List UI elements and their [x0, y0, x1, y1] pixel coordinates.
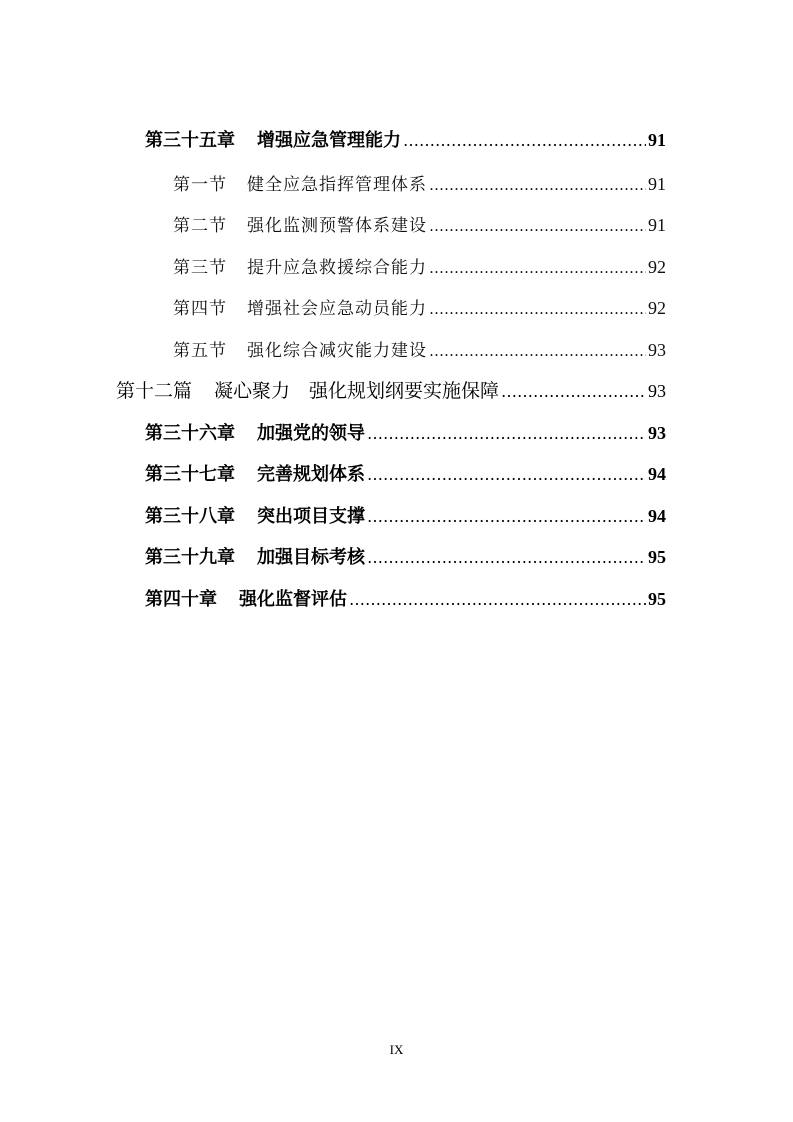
toc-entry-title: 加强目标考核 [257, 547, 365, 568]
toc-entry-page: 92 [648, 257, 666, 277]
toc-entry-number: 第五节 [173, 341, 227, 361]
dot-leader [367, 507, 646, 526]
toc-entry-page: 94 [648, 506, 666, 526]
dot-leader [429, 176, 646, 194]
toc-entry-number: 第三十八章 [145, 506, 235, 527]
toc-entry-chapter-35[interactable] [145, 126, 666, 152]
toc-entry-part-12[interactable] [116, 376, 666, 403]
dot-leader [429, 342, 646, 360]
toc-entry-title: 健全应急指挥管理体系 [247, 175, 427, 195]
toc-entry-chapter-36[interactable] [145, 419, 666, 445]
toc-entry-page: 91 [648, 130, 666, 150]
toc-entry-title: 强化监督评估 [239, 589, 347, 610]
dot-leader [429, 259, 646, 277]
toc-entry-title: 突出项目支撑 [257, 506, 365, 527]
toc-entry-section-5[interactable] [173, 336, 666, 361]
toc-entry-title: 加强党的领导 [257, 423, 365, 444]
toc-entry-title: 增强社会应急动员能力 [247, 299, 427, 319]
toc-entry-chapter-39[interactable] [145, 543, 666, 569]
toc-entry-page: 91 [648, 215, 666, 235]
toc-entry-title: 提升应急救援综合能力 [247, 258, 427, 278]
toc-entry-chapter-40[interactable] [145, 585, 666, 611]
toc-entry-number: 第三十五章 [145, 130, 235, 151]
toc-entry-page: 94 [648, 464, 666, 484]
toc-entry-title: 强化监测预警体系建设 [247, 216, 427, 236]
toc-entry-section-4[interactable] [173, 294, 666, 319]
toc-entry-section-3[interactable] [173, 253, 666, 278]
toc-entry-number: 第三十七章 [145, 464, 235, 485]
toc-entry-chapter-38[interactable] [145, 502, 666, 528]
toc-entry-chapter-37[interactable] [145, 460, 666, 486]
toc-entry-number: 第十二篇 [116, 380, 193, 402]
page-number-footer: IX [389, 1042, 404, 1057]
toc-entry-page: 92 [648, 298, 666, 318]
toc-entry-number: 第三十九章 [145, 547, 235, 568]
dot-leader [501, 382, 646, 401]
toc-entry-title: 凝心聚力 强化规划纲要实施保障 [214, 380, 500, 402]
toc-entry-page: 93 [648, 423, 666, 443]
toc-entry-title: 增强应急管理能力 [257, 130, 401, 151]
dot-leader [367, 424, 646, 443]
dot-leader [367, 465, 646, 484]
toc-entry-number: 第四节 [173, 299, 227, 319]
toc-entry-page: 95 [648, 547, 666, 567]
dot-leader [349, 590, 646, 609]
toc-entry-number: 第二节 [173, 216, 227, 236]
dot-leader [403, 131, 646, 150]
dot-leader [429, 217, 646, 235]
toc-entry-page: 91 [648, 174, 666, 194]
toc-entry-section-1[interactable] [173, 170, 666, 195]
toc-entry-number: 第一节 [173, 175, 227, 195]
toc-entry-number: 第四十章 [145, 589, 217, 610]
toc-entry-title: 完善规划体系 [257, 464, 365, 485]
toc-entry-page: 93 [648, 340, 666, 360]
toc-entry-number: 第三十六章 [145, 423, 235, 444]
dot-leader [429, 300, 646, 318]
toc-entry-section-2[interactable] [173, 211, 666, 236]
dot-leader [367, 548, 646, 567]
toc-entry-page: 95 [648, 589, 666, 609]
toc-entry-page: 93 [648, 381, 666, 401]
toc-entry-number: 第三节 [173, 258, 227, 278]
toc-entry-title: 强化综合减灾能力建设 [247, 341, 427, 361]
